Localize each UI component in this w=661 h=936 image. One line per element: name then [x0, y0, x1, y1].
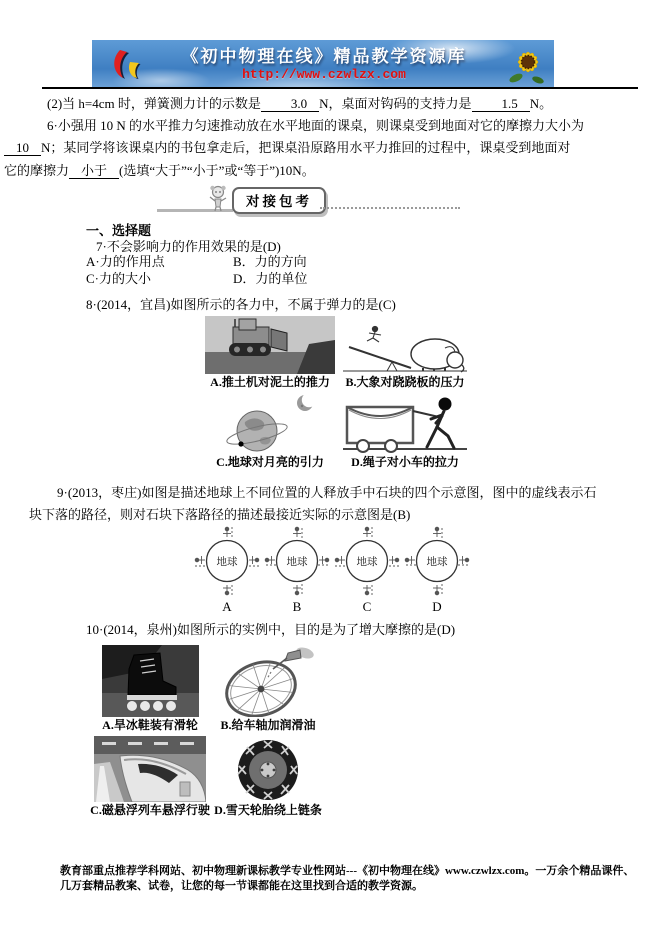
- figure-cell: [201, 316, 339, 390]
- figure-cell: [201, 392, 339, 470]
- figure-caption: D.绳子对小车的拉力: [351, 455, 459, 469]
- question-5-part2: [29, 93, 552, 114]
- inline-skate-photo-figure: [102, 645, 199, 717]
- question-7-options: [86, 253, 307, 287]
- cart-pull-figure: [341, 392, 469, 454]
- option-letter: D: [432, 599, 442, 614]
- question-6-line2: [4, 137, 570, 158]
- figure-cell: [339, 316, 471, 390]
- earth-figure: [402, 524, 472, 598]
- question-9-stem-line2: 块下落的路径，则对石块下落路径的描述最接近实际的示意图是(B): [29, 507, 411, 522]
- earth-figure: [332, 524, 402, 598]
- maglev-train-photo-figure: [94, 736, 206, 802]
- q6-text-line3-post: (选填“大于”“小于”或“等于”)10N。: [119, 163, 315, 178]
- figure-caption: B.给车轴加润滑油: [220, 718, 316, 732]
- earth-moon-figure: [212, 394, 328, 454]
- earth-diagram-group: [262, 524, 332, 615]
- question-10-figures: [88, 645, 324, 818]
- footer-line-1: 教育部重点推荐学科网站、初中物理新课标教学专业性网站---《初中物理在线》www.czwlzx.com。一万余个精品课件、: [60, 865, 635, 877]
- earth-label: 地球: [286, 557, 308, 568]
- earth-label: 地球: [426, 557, 448, 568]
- dotted-leader: [320, 193, 460, 209]
- figure-caption: A.推土机对泥土的推力: [210, 375, 330, 389]
- blank-answer: 1.5: [472, 96, 530, 112]
- banner-url-link[interactable]: http://www.czwlzx.com: [242, 66, 406, 82]
- earth-figure: [262, 524, 332, 598]
- question-8-stem: 8·(2014，宜昌)如图所示的各力中，不属于弹力的是(C): [86, 297, 396, 312]
- blank-answer: 3.0: [261, 96, 319, 112]
- figure-caption: C.地球对月亮的引力: [216, 455, 324, 469]
- q7-option-b: B．力的方向: [233, 254, 307, 269]
- q7-option-a: A·力的作用点: [86, 254, 165, 269]
- footer-line-2: 几万套精品教案、试卷，让您的每一节课都能在这里找到合适的教学资源。: [60, 880, 423, 892]
- bulldozer-photo-figure: [205, 316, 335, 374]
- question-6-line1: 6·小强用 10 N 的水平推力匀速推动放在水平地面的课桌，则课桌受到地面对它的摩擦力大小为: [47, 118, 584, 133]
- earth-label: 地球: [216, 557, 238, 568]
- figure-caption: A.旱冰鞋装有滑轮: [102, 718, 198, 732]
- earth-diagram-group: [402, 524, 472, 615]
- sunflower-icon: [502, 42, 550, 86]
- question-9-diagram: [192, 524, 472, 615]
- q5-text-post: N。: [529, 96, 553, 111]
- q5-text-pre: (2)当 h=4cm 时，弹簧测力计的示数是: [47, 96, 261, 111]
- q7-option-c: C·力的大小: [86, 271, 152, 286]
- footer-promo: [60, 864, 645, 894]
- figure-caption: B.大象对跷跷板的压力: [345, 375, 465, 389]
- option-letter: B: [292, 599, 302, 614]
- earth-diagram-group: [192, 524, 262, 615]
- tire-chains-figure: [236, 738, 300, 802]
- site-logo-icon: [106, 47, 146, 81]
- earth-label: 地球: [356, 557, 378, 568]
- q5-text-mid: N，桌面对钩码的支持力是: [319, 96, 472, 111]
- figure-cell: [88, 645, 212, 733]
- earth-figure: [192, 524, 262, 598]
- elephant-seesaw-figure: [341, 322, 469, 374]
- question-7-stem: 7·不会影响力的作用效果的是(D): [96, 239, 281, 254]
- wheel-oiling-figure: [221, 645, 316, 717]
- exam-badge: [232, 187, 326, 214]
- figure-cell: [212, 645, 324, 733]
- blank-answer: 小于: [69, 163, 119, 179]
- option-letter: A: [222, 599, 232, 614]
- banner-title: 《初中物理在线》精品教学资源库: [181, 46, 467, 66]
- figure-cell: [339, 392, 471, 470]
- question-8-figures: [201, 316, 471, 470]
- header-rule: [42, 87, 638, 89]
- q6-text-line3-pre: 它的摩擦力: [4, 163, 70, 178]
- q7-option-d: D．力的单位: [233, 271, 308, 286]
- question-6-line3: [4, 160, 315, 181]
- figure-caption: D.雪天轮胎绕上链条: [214, 803, 322, 817]
- section-title: 一、选择题: [86, 223, 152, 238]
- figure-cell: [212, 736, 324, 818]
- header-banner: [92, 40, 554, 88]
- mascot-icon: [206, 183, 232, 212]
- blank-answer: 10: [4, 140, 41, 156]
- question-9-stem-line1: 9·(2013，枣庄)如图是描述地球上不同位置的人释放手中石块的四个示意图，图中的虚线表示石: [57, 485, 597, 500]
- figure-caption: C.磁悬浮列车悬浮行驶: [90, 803, 210, 817]
- option-letter: C: [362, 599, 372, 614]
- earth-diagram-group: [332, 524, 402, 615]
- figure-cell: [88, 736, 212, 818]
- badge-label: 对接包考: [246, 194, 312, 209]
- q6-text-line2: N；某同学将该课桌内的书包拿走后，把课桌沿原路用水平力推回的过程中，课桌受到地面对: [41, 140, 571, 155]
- question-10-stem: 10·(2014，泉州)如图所示的实例中，目的是为了增大摩擦的是(D): [86, 622, 456, 637]
